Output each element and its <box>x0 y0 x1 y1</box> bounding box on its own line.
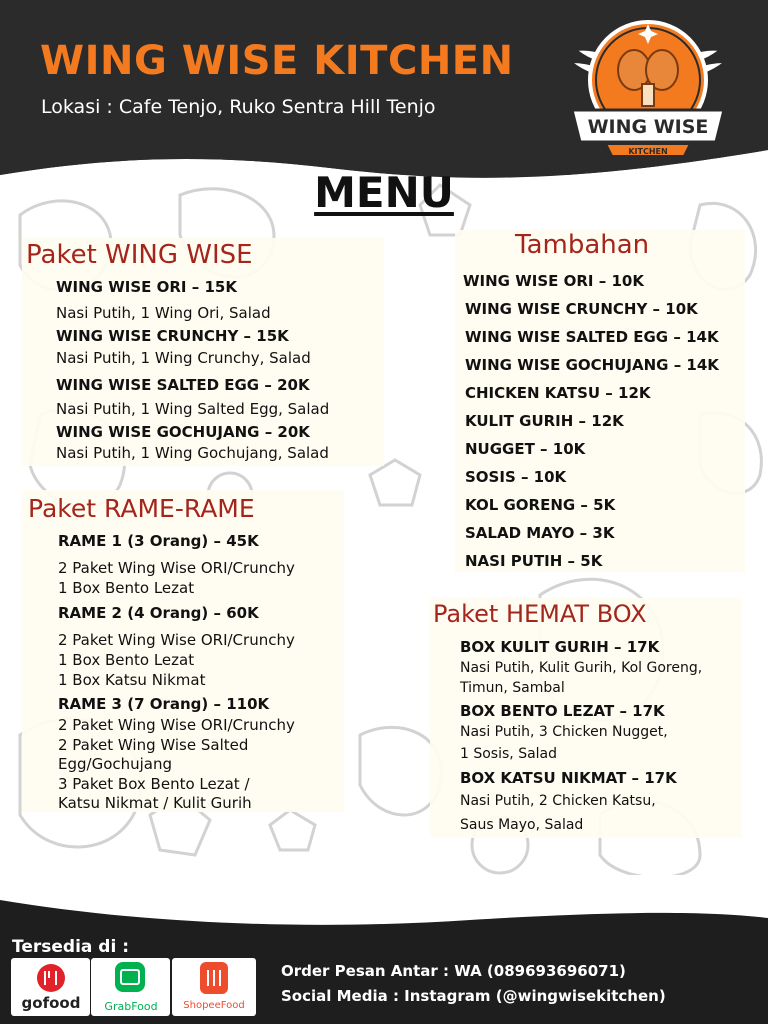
menu-item-desc: Nasi Putih, 1 Wing Ori, Salad <box>56 304 271 322</box>
hemat-item-line: Nasi Putih, 3 Chicken Nugget, <box>460 724 668 740</box>
rame-item-line: 2 Paket Wing Wise ORI/Crunchy <box>58 716 295 734</box>
hemat-item-line: Timun, Sambal <box>460 680 565 696</box>
hemat-item-line: 1 Sosis, Salad <box>460 746 558 762</box>
tersedia-label: Tersedia di : <box>12 937 129 957</box>
shopeefood-badge[interactable] <box>172 958 256 1016</box>
rame-item-line: Katsu Nikmat / Kulit Gurih <box>58 794 252 812</box>
hemat-item-line: Nasi Putih, Kulit Gurih, Kol Goreng, <box>460 660 703 676</box>
tambahan-item: NUGGET – 10K <box>465 440 586 458</box>
menu-heading <box>0 168 768 217</box>
menu-item-desc: Nasi Putih, 1 Wing Gochujang, Salad <box>56 444 329 462</box>
location-text: Lokasi : Cafe Tenjo, Ruko Sentra Hill Tenjo <box>41 96 436 118</box>
rame-item-line: 2 Paket Wing Wise ORI/Crunchy <box>58 559 295 577</box>
gofood-badge[interactable] <box>11 958 90 1016</box>
tambahan-item: KULIT GURIH – 12K <box>465 412 624 430</box>
tambahan-item: SALAD MAYO – 3K <box>465 524 615 542</box>
tambahan-item: KOL GORENG – 5K <box>465 496 616 514</box>
hemat-item-line: Saus Mayo, Salad <box>460 817 584 833</box>
tambahan-item: CHICKEN KATSU – 12K <box>465 384 651 402</box>
gofood-label: gofood <box>21 994 81 1012</box>
grabfood-icon <box>91 958 170 1016</box>
rame-item-line: 2 Paket Wing Wise Salted <box>58 736 249 754</box>
paket-hemat-panel <box>430 598 742 838</box>
rame-item-line: 1 Box Bento Lezat <box>58 651 195 669</box>
gofood-icon <box>11 958 90 1016</box>
paket-hemat-title: Paket HEMAT BOX <box>433 600 647 628</box>
menu-item-name: WING WISE GOCHUJANG – 20K <box>56 423 310 441</box>
paket-rame-panel <box>22 490 344 812</box>
tambahan-item: WING WISE CRUNCHY – 10K <box>465 300 698 318</box>
rame-item-line: 1 Box Katsu Nikmat <box>58 671 206 689</box>
rame-item-name: RAME 2 (4 Orang) – 60K <box>58 604 259 622</box>
tambahan-item: WING WISE GOCHUJANG – 14K <box>465 356 719 374</box>
menu-item-desc: Nasi Putih, 1 Wing Salted Egg, Salad <box>56 400 330 418</box>
logo-wordmark: WING WISE <box>587 116 709 138</box>
social-media: Social Media : Instagram (@wingwisekitchen) <box>281 987 666 1005</box>
grabfood-label: GrabFood <box>104 1000 158 1013</box>
restaurant-title: WING WISE KITCHEN <box>40 38 514 84</box>
order-contact: Order Pesan Antar : WA (089693696071) <box>281 962 626 980</box>
wing-wise-logo <box>566 10 730 158</box>
rame-item-line: 1 Box Bento Lezat <box>58 579 195 597</box>
rame-item-line: 2 Paket Wing Wise ORI/Crunchy <box>58 631 295 649</box>
tambahan-title: Tambahan <box>515 230 650 260</box>
menu-item-name: WING WISE CRUNCHY – 15K <box>56 327 289 345</box>
tambahan-item: NASI PUTIH – 5K <box>465 552 603 570</box>
shopeefood-label: ShopeeFood <box>183 1000 245 1011</box>
menu-item-desc: Nasi Putih, 1 Wing Crunchy, Salad <box>56 349 311 367</box>
rame-item-name: RAME 1 (3 Orang) – 45K <box>58 532 259 550</box>
tambahan-item: WING WISE SALTED EGG – 14K <box>465 328 719 346</box>
hemat-item-name: BOX BENTO LEZAT – 17K <box>460 702 665 720</box>
hemat-item-name: BOX KATSU NIKMAT – 17K <box>460 769 677 787</box>
menu-item-name: WING WISE ORI – 15K <box>56 278 237 296</box>
hemat-item-name: BOX KULIT GURIH – 17K <box>460 638 660 656</box>
rame-item-name: RAME 3 (7 Orang) – 110K <box>58 695 270 713</box>
tambahan-item: WING WISE ORI – 10K <box>463 272 644 290</box>
rame-item-line: Egg/Gochujang <box>58 755 173 773</box>
paket-wing-wise-title: Paket WING WISE <box>26 240 253 270</box>
tambahan-item: SOSIS – 10K <box>465 468 567 486</box>
paket-wing-wise-panel <box>22 238 384 466</box>
paket-rame-title: Paket RAME-RAME <box>28 494 255 523</box>
logo-subword: KITCHEN <box>628 147 668 156</box>
tambahan-panel <box>455 230 745 572</box>
menu-item-name: WING WISE SALTED EGG – 20K <box>56 376 310 394</box>
hemat-item-line: Nasi Putih, 2 Chicken Katsu, <box>460 793 656 809</box>
shopeefood-icon <box>172 958 256 1016</box>
rame-item-line: 3 Paket Box Bento Lezat / <box>58 775 250 793</box>
menu-heading-text: MENU <box>314 168 454 217</box>
grabfood-badge[interactable] <box>91 958 170 1016</box>
